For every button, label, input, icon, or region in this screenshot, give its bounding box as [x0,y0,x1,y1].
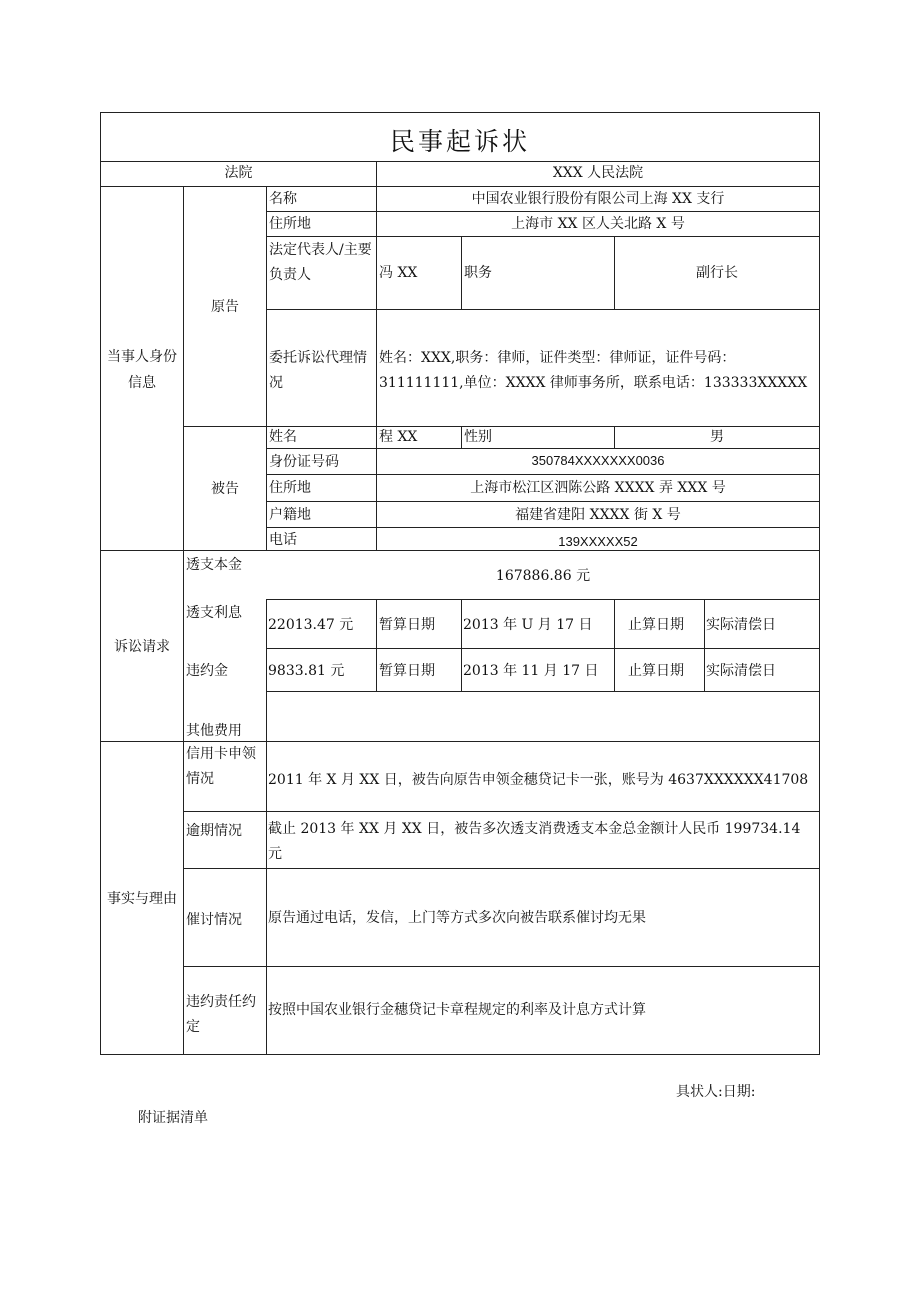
evidence-list-label: 附证据清单 [138,1110,208,1126]
row-divider [183,868,820,869]
application-label: 信用卡申领情况 [186,746,256,787]
defendant-name-value: 程 XX [379,429,418,445]
penalty-label: 违约金 [186,663,228,679]
row-divider [266,501,820,502]
row-divider [183,426,820,427]
table-border-bottom [100,1054,820,1055]
plaintiff-position-value: 副行长 [696,265,738,281]
collection-label: 催讨情况 [186,912,242,928]
defendant-hukou-label: 户籍地 [269,507,311,523]
interest-provisional-date: 2013 年 U 月 17 日 [463,617,593,633]
plaintiff-agent-value: 姓名：XXX,职务：律师，证件类型：律师证，证件号码：311111111,单位：XXXX 律师事务所，联系电话：133333XXXXX [379,350,808,391]
row-divider [266,211,820,212]
column-divider [704,599,705,692]
defendant-hukou-value: 福建省建阳 XXXX 街 X 号 [515,507,681,523]
table-border-right [819,112,820,1055]
plaintiff-address-value: 上海市 XX 区人关北路 X 号 [511,216,685,232]
column-divider [614,599,615,692]
other-fees-label: 其他费用 [186,723,242,739]
signature-date-label: 具状人:日期: [676,1084,756,1100]
plaintiff-agent-label: 委托诉讼代理情况 [269,350,367,391]
liability-label: 违约责任约定 [186,994,256,1035]
collection-value: 原告通过电话，发信，上门等方式多次向被告联系催讨均无果 [268,910,646,926]
form-title: 民事起诉状 [389,127,530,156]
penalty-value: 9833.81 元 [268,663,345,679]
row-divider [183,966,820,967]
penalty-provisional-label: 暂算日期 [379,663,435,679]
row-divider [100,186,820,187]
column-divider [266,691,267,742]
interest-provisional-label: 暂算日期 [379,617,435,633]
defendant-address-label: 住所地 [269,480,311,496]
defendant-gender-value: 男 [710,429,724,445]
defendant-phone-label: 电话 [269,532,297,548]
interest-end-value: 实际清偿日 [706,617,776,633]
overdue-value: 截止 2013 年 XX 月 XX 日，被告多次透支消费透支本金总金额计人民币 199734.14 元 [268,821,801,862]
table-border-top [100,112,820,113]
column-divider [376,599,377,692]
row-divider [266,527,820,528]
defendant-label: 被告 [211,481,239,497]
facts-section-label: 事实与理由 [107,891,177,907]
column-divider [461,236,462,310]
row-divider [183,811,820,812]
row-divider [266,691,820,692]
row-divider [266,309,820,310]
interest-label: 透支利息 [186,605,242,621]
overdue-label: 逾期情况 [186,823,242,839]
penalty-end-value: 实际清偿日 [706,663,776,679]
plaintiff-rep-label: 法定代表人/主要负责人 [269,242,372,283]
court-value: XXX 人民法院 [552,165,644,181]
defendant-phone-value: 139XXXXX52 [558,534,638,549]
plaintiff-name-label: 名称 [269,191,297,207]
column-divider [266,599,267,692]
row-divider [266,474,820,475]
defendant-id-value: 350784XXXXXXX0036 [531,453,665,468]
row-divider [266,648,820,649]
plaintiff-label: 原告 [211,299,239,315]
interest-end-label: 止算日期 [628,617,684,633]
court-label: 法院 [224,165,253,181]
column-divider [461,426,462,449]
defendant-name-label: 姓名 [269,429,297,445]
column-divider [266,186,267,551]
row-divider [100,161,820,162]
column-divider [461,599,462,692]
parties-section-label: 当事人身份信息 [107,349,177,391]
principal-value: 167886.86 元 [495,568,591,584]
claims-section-label: 诉讼请求 [114,639,170,655]
plaintiff-position-label: 职务 [464,265,492,281]
defendant-gender-label: 性别 [464,429,492,445]
row-divider [266,599,820,600]
defendant-id-label: 身份证号码 [269,454,339,470]
liability-value: 按照中国农业银行金穗贷记卡章程规定的利率及计息方式计算 [268,1002,646,1018]
plaintiff-name-value: 中国农业银行股份有限公司上海 XX 支行 [471,191,725,207]
application-value: 2011 年 X 月 XX 日，被告向原告申领金穗贷记卡一张，账号为 4637XXXXXX41708 [268,772,809,788]
interest-value: 22013.47 元 [268,617,354,633]
row-divider [266,236,820,237]
row-divider [266,448,820,449]
table-border-left [100,112,101,1055]
plaintiff-address-label: 住所地 [269,216,311,232]
penalty-provisional-date: 2013 年 11 月 17 日 [463,663,599,679]
column-divider [183,186,184,1055]
defendant-address-value: 上海市松江区泗陈公路 XXXX 弄 XXX 号 [470,480,726,496]
penalty-end-label: 止算日期 [628,663,684,679]
plaintiff-rep-value: 冯 XX [379,265,418,281]
principal-label: 透支本金 [186,557,242,573]
